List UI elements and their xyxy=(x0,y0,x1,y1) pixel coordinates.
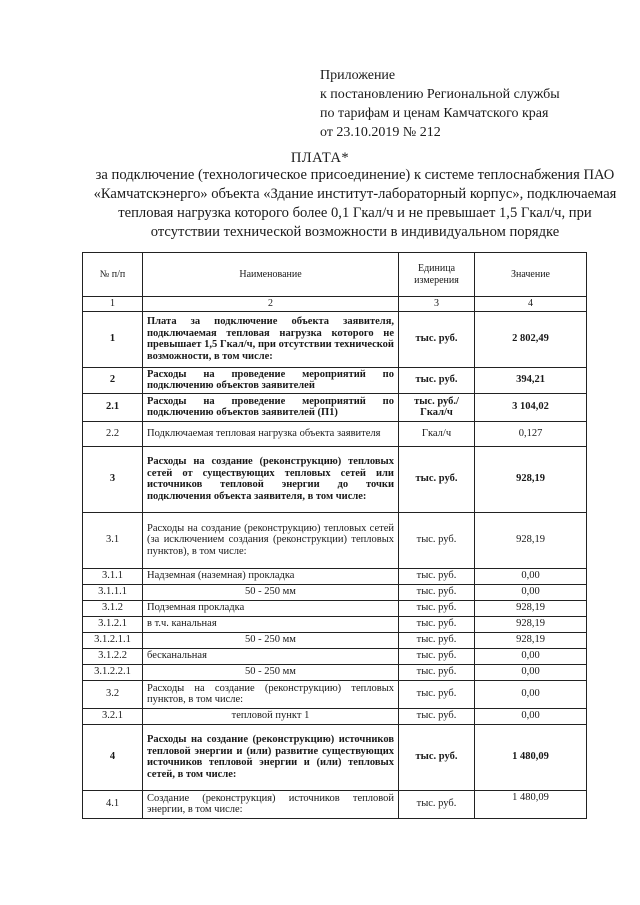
row-num: 2.1 xyxy=(83,393,143,421)
row-num: 3 xyxy=(83,446,143,512)
table-row xyxy=(83,648,587,664)
table-row xyxy=(83,568,587,584)
subtitle-line: отсутствии технической возможности в индивидуальном порядке xyxy=(150,224,560,240)
row-num: 3.1.2.2.1 xyxy=(83,664,143,680)
row-unit: тыс. руб. xyxy=(399,648,475,664)
header-num: № п/п xyxy=(83,253,143,297)
document-title: ПЛАТА* xyxy=(290,150,350,166)
row-name: Плата за подключение объекта заявителя, подключаемая тепловая нагрузка которого не превышает 1,5 Гкал/ч, при отсутствии технической возможности, в том числе: xyxy=(143,311,399,367)
row-name: Расходы на создание (реконструкцию) источников тепловой энергии и (или) развитие существующих источников тепловой энергии и (или) тепловых сетей, в том числе: xyxy=(143,724,399,790)
appendix-line: по тарифам и ценам Камчатского края xyxy=(320,106,549,121)
row-name: Надземная (наземная) прокладка xyxy=(143,568,399,584)
row-unit: тыс. руб. xyxy=(399,616,475,632)
row-value: 0,127 xyxy=(475,421,587,446)
table-row xyxy=(83,446,587,512)
table-row xyxy=(83,393,587,421)
row-value: 0,00 xyxy=(475,664,587,680)
row-unit: тыс. руб. xyxy=(399,584,475,600)
row-value: 0,00 xyxy=(475,584,587,600)
row-name: Расходы на проведение мероприятий по подключению объектов заявителей xyxy=(143,367,399,393)
row-value: 2 802,49 xyxy=(475,311,587,367)
row-num: 1 xyxy=(83,311,143,367)
table-row xyxy=(83,600,587,616)
row-unit: тыс. руб. xyxy=(399,568,475,584)
row-value: 928,19 xyxy=(475,632,587,648)
row-unit: тыс. руб. xyxy=(399,790,475,818)
column-number: 2 xyxy=(143,297,399,312)
subtitle-line: за подключение (технологическое присоединение) к системе теплоснабжения ПАО xyxy=(95,167,615,183)
row-name: 50 - 250 мм xyxy=(143,632,399,648)
row-name: Подземная прокладка xyxy=(143,600,399,616)
document-subtitle xyxy=(72,166,638,242)
table-row xyxy=(83,708,587,724)
row-value: 0,00 xyxy=(475,568,587,584)
row-name: Расходы на создание (реконструкцию) тепловых пунктов, в том числе: xyxy=(143,680,399,708)
table-row xyxy=(83,632,587,648)
row-unit: тыс. руб. xyxy=(399,311,475,367)
table-row xyxy=(83,584,587,600)
row-name: Подключаемая тепловая нагрузка объекта заявителя xyxy=(143,421,399,446)
column-number-row xyxy=(83,297,587,312)
row-name: Расходы на создание (реконструкцию) тепловых сетей от существующих тепловых сетей или источников тепловой энергии до точки подключения объекта заявителя, в том числе: xyxy=(143,446,399,512)
row-unit: тыс. руб. xyxy=(399,632,475,648)
table-row xyxy=(83,680,587,708)
row-name: 50 - 250 мм xyxy=(143,664,399,680)
column-number: 3 xyxy=(399,297,475,312)
row-name: бесканальная xyxy=(143,648,399,664)
row-num: 2 xyxy=(83,367,143,393)
row-value: 1 480,09 xyxy=(475,724,587,790)
table-row xyxy=(83,724,587,790)
row-unit: тыс. руб. xyxy=(399,664,475,680)
row-num: 3.2.1 xyxy=(83,708,143,724)
row-num: 3.1.1 xyxy=(83,568,143,584)
row-value: 394,21 xyxy=(475,367,587,393)
table-row xyxy=(83,311,587,367)
row-unit: тыс. руб. xyxy=(399,708,475,724)
row-num: 2.2 xyxy=(83,421,143,446)
row-value: 0,00 xyxy=(475,680,587,708)
row-unit: тыс. руб. xyxy=(399,446,475,512)
header-unit: Единица измерения xyxy=(399,253,475,297)
row-num: 4.1 xyxy=(83,790,143,818)
appendix-line: Приложение xyxy=(320,68,396,83)
table-row xyxy=(83,616,587,632)
row-num: 3.1.2.1 xyxy=(83,616,143,632)
row-name: Расходы на проведение мероприятий по подключению объектов заявителей (П1) xyxy=(143,393,399,421)
table-header-row xyxy=(83,253,587,297)
appendix-line: к постановлению Региональной службы xyxy=(320,87,560,102)
row-value: 928,19 xyxy=(475,600,587,616)
row-value: 928,19 xyxy=(475,446,587,512)
row-num: 4 xyxy=(83,724,143,790)
row-value: 0,00 xyxy=(475,648,587,664)
table-row xyxy=(83,664,587,680)
fee-table xyxy=(82,252,587,819)
row-unit: тыс. руб. xyxy=(399,512,475,568)
row-value: 3 104,02 xyxy=(475,393,587,421)
row-value: 1 480,09 xyxy=(475,790,587,818)
row-name: Создание (реконструкция) источников тепловой энергии, в том числе: xyxy=(143,790,399,818)
row-name: Расходы на создание (реконструкцию) тепловых сетей (за исключением создания (реконструкции) тепловых пунктов), в том числе: xyxy=(143,512,399,568)
table-row xyxy=(83,790,587,818)
table-row xyxy=(83,367,587,393)
row-name: в т.ч. канальная xyxy=(143,616,399,632)
row-name: 50 - 250 мм xyxy=(143,584,399,600)
appendix-block xyxy=(320,66,560,142)
row-num: 3.2 xyxy=(83,680,143,708)
row-num: 3.1.2.1.1 xyxy=(83,632,143,648)
row-num: 3.1.2.2 xyxy=(83,648,143,664)
row-num: 3.1.1.1 xyxy=(83,584,143,600)
table-row xyxy=(83,421,587,446)
row-unit: тыс. руб. xyxy=(399,724,475,790)
row-value: 0,00 xyxy=(475,708,587,724)
subtitle-line: тепловая нагрузка которого более 0,1 Гкал/ч и не превышает 1,5 Гкал/ч, при xyxy=(118,205,592,221)
header-value: Значение xyxy=(475,253,587,297)
row-value: 928,19 xyxy=(475,616,587,632)
row-value: 928,19 xyxy=(475,512,587,568)
row-unit: Гкал/ч xyxy=(399,421,475,446)
row-unit: тыс. руб. xyxy=(399,600,475,616)
row-unit: тыс. руб. xyxy=(399,367,475,393)
subtitle-line: «Камчатскэнерго» объекта «Здание институт-лабораторный корпус», подключаемая xyxy=(93,186,617,202)
row-num: 3.1.2 xyxy=(83,600,143,616)
row-num: 3.1 xyxy=(83,512,143,568)
row-name: тепловой пункт 1 xyxy=(143,708,399,724)
row-unit: тыс. руб. xyxy=(399,680,475,708)
appendix-line: от 23.10.2019 № 212 xyxy=(320,125,441,140)
column-number: 1 xyxy=(83,297,143,312)
row-unit: тыс. руб./ Гкал/ч xyxy=(399,393,475,421)
header-name: Наименование xyxy=(143,253,399,297)
table-row xyxy=(83,512,587,568)
column-number: 4 xyxy=(475,297,587,312)
